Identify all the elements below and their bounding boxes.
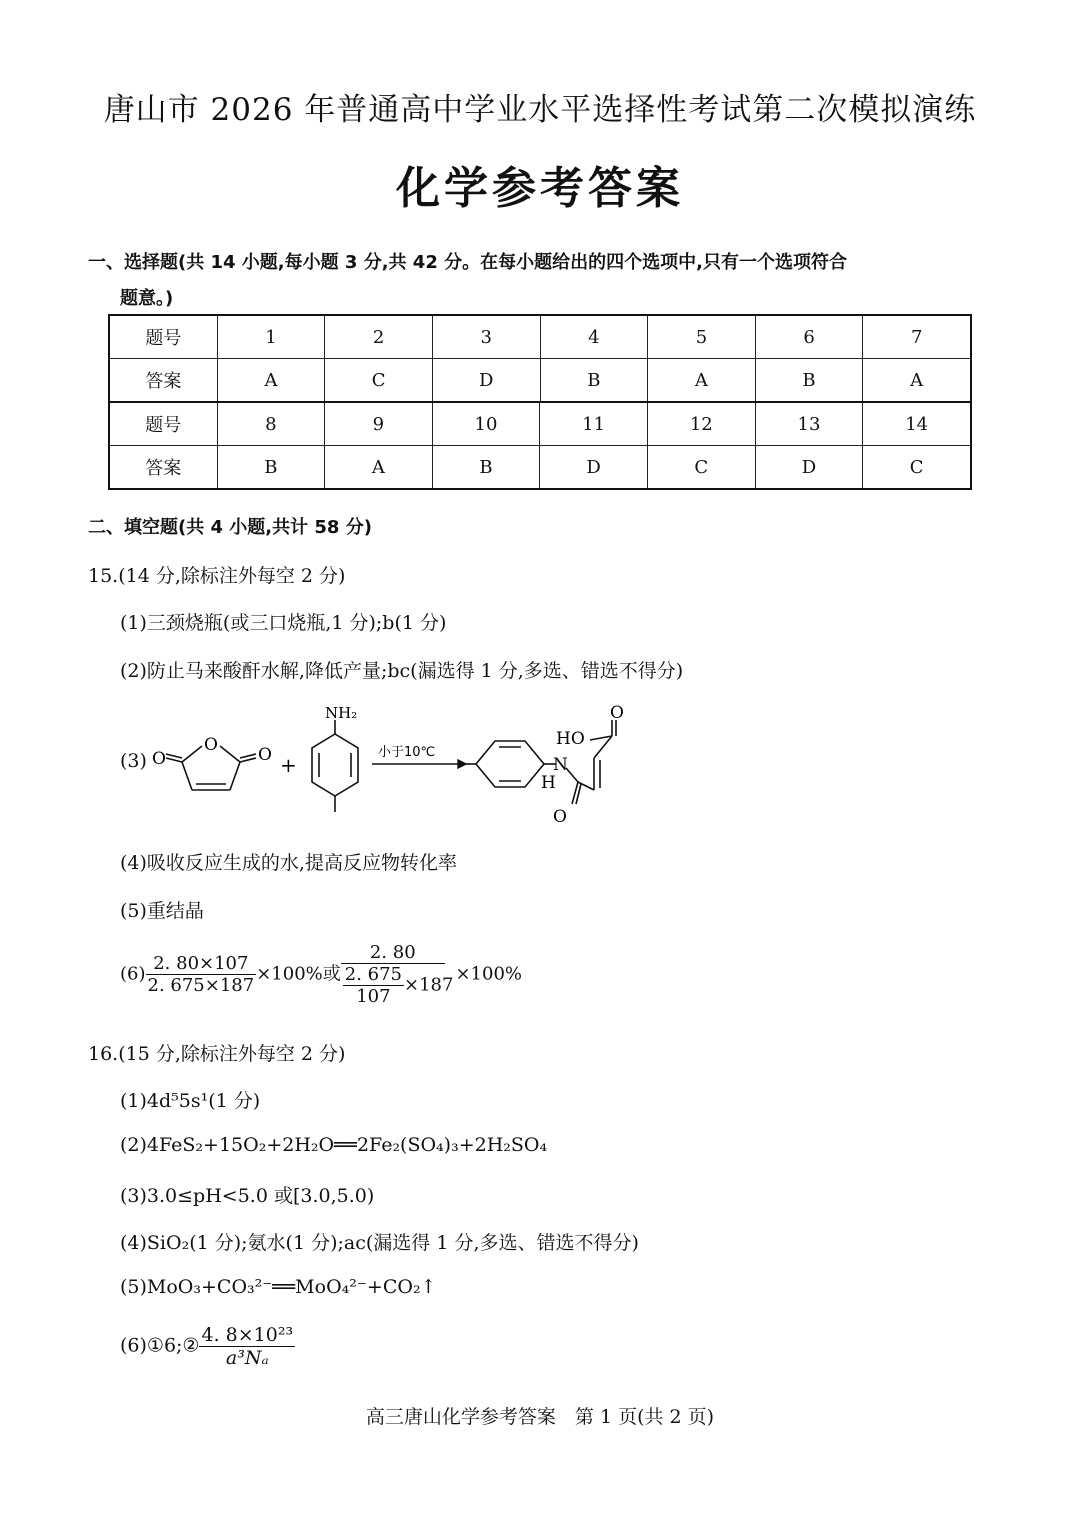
amine-group-label: NH₂ [325,704,358,722]
p-toluidine-structure [312,720,358,812]
question-number: 9 [325,402,433,446]
page-subtitle: 化学参考答案 [396,163,684,214]
fraction-2-numerator: 2. 80 [341,942,445,964]
amide-hydrogen: H [541,773,556,793]
q15-answer-1: (1)三颈烧瓶(或三口烧瓶,1 分);b(1 分) [120,612,447,634]
question-number: 6 [755,315,863,359]
q16-answer-6 [120,1324,295,1369]
product-structure [462,720,616,804]
question-number: 10 [432,402,540,446]
fraction-2-denominator [341,964,456,1007]
q16-answer-6-label: (6)①6;② [120,1334,200,1357]
plus-sign: + [280,753,297,777]
question-number: 1 [217,315,325,359]
hydroxyl-label: HO [556,729,585,749]
anhydride-oxygen-ring: O [204,735,218,755]
answer-cell: A [325,446,433,490]
question-number: 11 [540,402,648,446]
nested-fraction [343,964,404,1007]
q15-answer-5: (5)重结晶 [120,900,204,922]
answer-cell: D [540,446,648,490]
table-row [109,315,971,359]
q15-answer-6-label: (6) [120,963,146,985]
q15-answer-3-label: (3) [120,750,147,772]
table-row [109,359,971,403]
q15-answer-6 [120,942,522,1007]
nested-denominator: 107 [356,986,391,1007]
answer-cell: A [217,359,325,403]
question-number: 2 [325,315,433,359]
q16-answer-2: (2)4FeS₂+15O₂+2H₂O══2Fe₂(SO₄)₃+2H₂SO₄ [120,1134,548,1156]
table-row [109,446,971,490]
answer-cell: C [863,446,971,490]
question-number: 13 [755,402,863,446]
fraction-1 [146,953,257,996]
q16-heading: 16.(15 分,除标注外每空 2 分) [88,1043,346,1065]
answer-cell: D [432,359,540,403]
row-label: 题号 [109,315,217,359]
q16-answer-5: (5)MoO₃+CO₃²⁻══MoO₄²⁻+CO₂↑ [120,1276,437,1298]
fraction-1-denominator: 2. 675×187 [147,975,255,996]
section1-heading: 一、选择题(共 14 小题,每小题 3 分,共 42 分。在每小题给出的四个选项中,只有一个选项符合 [88,252,847,273]
question-number: 8 [217,402,325,446]
answer-cell: B [432,446,540,490]
answer-cell: B [217,446,325,490]
answer-table-1 [108,314,972,403]
answer-cell: D [755,446,863,490]
anhydride-oxygen-left: O [152,749,166,769]
question-number: 12 [647,402,755,446]
row-label: 题号 [109,402,217,446]
section2-heading: 二、填空题(共 4 小题,共计 58 分) [88,517,372,538]
q15-reaction-scheme [120,700,680,830]
q15-answer-2: (2)防止马来酸酐水解,降低产量;bc(漏选得 1 分,多选、错选不得分) [120,660,684,682]
section1-heading-cont: 题意。) [120,288,174,309]
question-number: 7 [863,315,971,359]
fraction-3 [199,1324,295,1369]
reaction-svg [120,700,680,830]
page-footer: 高三唐山化学参考答案 第 1 页(共 2 页) [365,1406,715,1428]
carbonyl-oxygen-top: O [610,703,624,723]
times-100: ×100% [455,963,523,985]
answer-cell: A [648,359,756,403]
answer-cell: C [647,446,755,490]
q16-answer-4: (4)SiO₂(1 分);氨水(1 分);ac(漏选得 1 分,多选、错选不得分) [120,1232,639,1254]
page-title: 唐山市 2026 年普通高中学业水平选择性考试第二次模拟演练 [103,92,977,128]
anhydride-oxygen-right: O [258,745,272,765]
amide-nitrogen: N [553,755,568,775]
answer-cell: A [863,359,971,403]
reaction-arrow [372,760,466,768]
times-100-or: ×100%或 [256,963,341,985]
q16-answer-3: (3)3.0≤pH<5.0 或[3.0,5.0) [120,1185,375,1207]
fraction-2 [341,942,456,1007]
answer-cell: C [325,359,433,403]
q15-answer-4: (4)吸收反应生成的水,提高反应物转化率 [120,852,457,874]
q15-heading: 15.(14 分,除标注外每空 2 分) [88,565,346,587]
row-label: 答案 [109,446,217,490]
answer-cell: B [755,359,863,403]
question-number: 5 [648,315,756,359]
fraction-3-denominator: a³Nₐ [225,1347,269,1369]
answer-table-2 [108,401,972,490]
nested-numerator: 2. 675 [344,964,403,985]
carbonyl-oxygen-bottom: O [553,807,567,827]
row-label: 答案 [109,359,217,403]
nested-tail: ×187 [404,974,454,996]
reaction-condition: 小于10℃ [378,745,436,760]
table-row [109,402,971,446]
question-number: 14 [863,402,971,446]
question-number: 4 [540,315,648,359]
q16-answer-1: (1)4d⁵5s¹(1 分) [120,1090,261,1112]
fraction-1-numerator: 2. 80×107 [146,953,257,975]
fraction-3-numerator: 4. 8×10²³ [201,1324,294,1346]
question-number: 3 [432,315,540,359]
answer-cell: B [540,359,648,403]
